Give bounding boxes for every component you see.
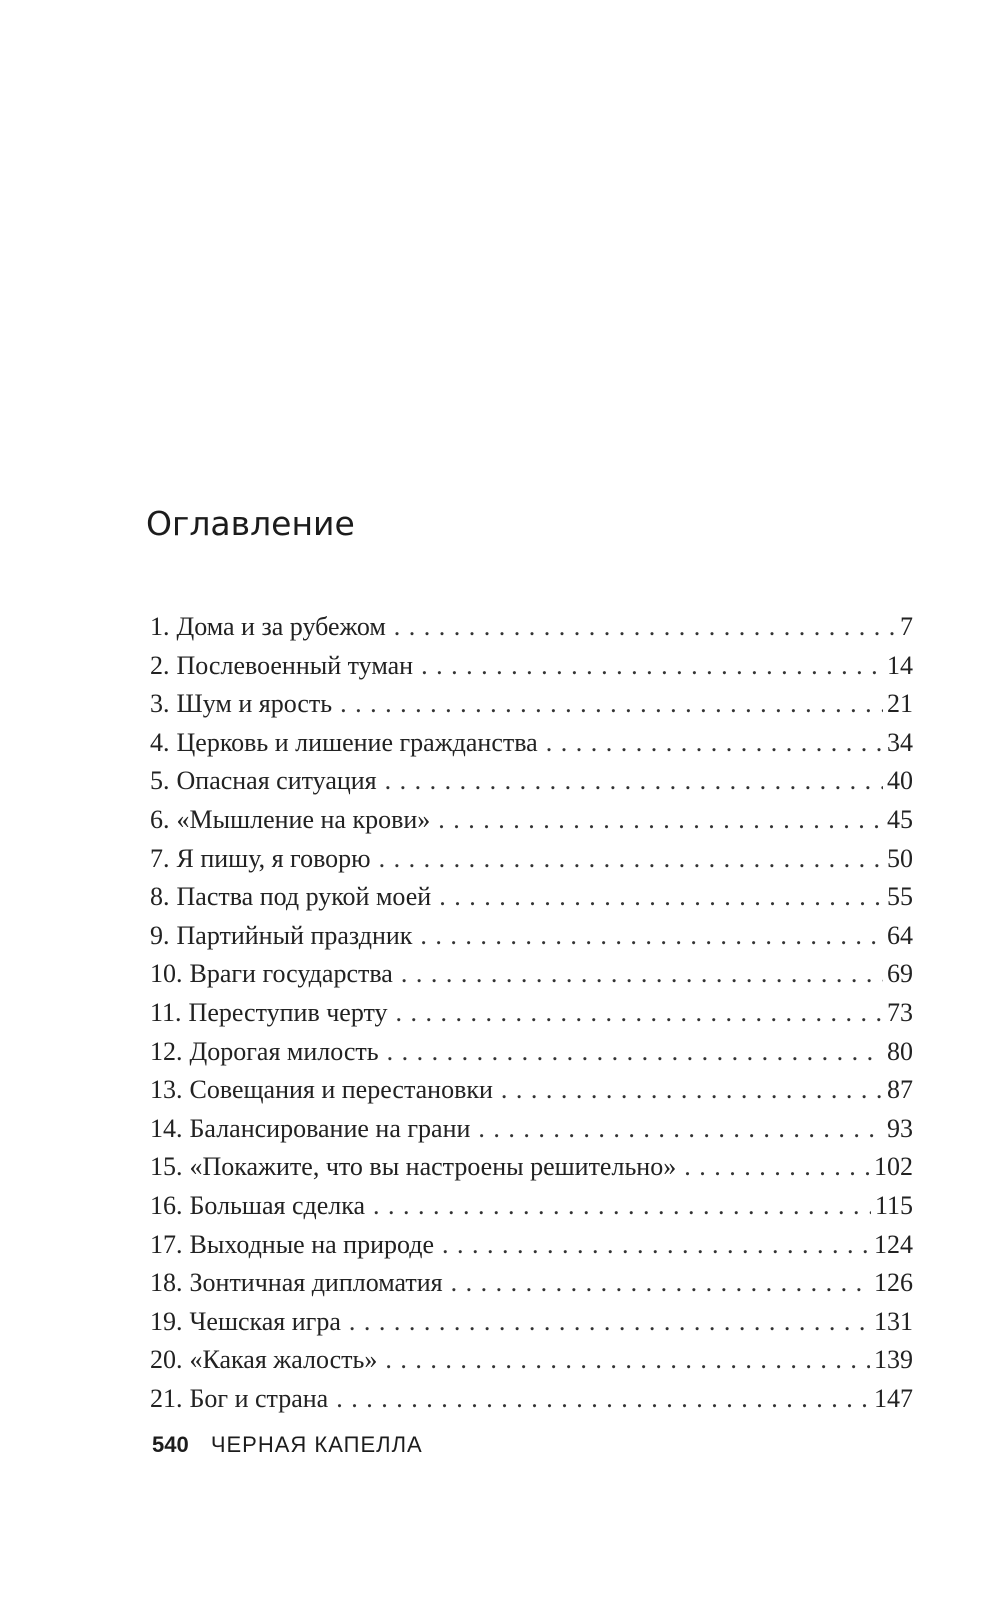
dot-leader — [684, 1152, 870, 1182]
toc-entry-number: 1. — [150, 612, 170, 641]
toc-entry — [150, 998, 913, 1037]
toc-entry-number: 17. — [150, 1229, 183, 1259]
toc-entry-page: 124 — [874, 1229, 913, 1259]
toc-entry-page: 7 — [900, 612, 913, 641]
toc-entry-page: 93 — [887, 1113, 913, 1143]
dot-leader — [546, 728, 883, 758]
toc-entry-title: «Мышление на крови» — [176, 804, 431, 834]
toc-entry-title: Балансирование на грани — [189, 1113, 471, 1143]
toc-entry-page: 55 — [887, 882, 913, 912]
dot-leader — [501, 1075, 883, 1105]
dot-leader — [439, 882, 883, 912]
toc-entry-title: Зонтичная дипломатия — [189, 1268, 443, 1298]
toc-entry-page: 131 — [874, 1306, 913, 1336]
toc-entry-number: 2. — [150, 650, 170, 680]
toc-entry-title: Опасная ситуация — [176, 766, 377, 796]
toc-entry-number: 12. — [150, 1036, 183, 1066]
toc-entry-number: 3. — [150, 689, 170, 719]
toc-entry-number: 18. — [150, 1268, 183, 1298]
toc-entry — [150, 1037, 913, 1076]
dot-leader — [373, 1191, 871, 1221]
toc-entry-page: 64 — [887, 920, 913, 950]
toc-entry-title: Шум и ярость — [176, 689, 333, 719]
toc-entry-title: Дома и за рубежом — [176, 612, 386, 641]
toc-entry-number: 8. — [150, 882, 170, 912]
dot-leader — [438, 805, 883, 835]
toc-entry-number: 10. — [150, 959, 183, 989]
toc-entry-title: «Какая жалость» — [189, 1345, 378, 1375]
dot-leader — [336, 1384, 870, 1414]
toc-entry-number: 14. — [150, 1113, 183, 1143]
dot-leader — [385, 1345, 870, 1375]
toc-entry-page: 14 — [887, 650, 913, 680]
toc-entry-page: 40 — [887, 766, 913, 796]
toc-entry-number: 15. — [150, 1152, 183, 1182]
toc-entry — [150, 728, 913, 767]
dot-leader — [349, 1307, 870, 1337]
toc-entry-page: 102 — [874, 1152, 913, 1182]
toc-entry-page: 21 — [887, 689, 913, 719]
toc-entry-page: 50 — [887, 843, 913, 873]
toc-entry-title: Выходные на природе — [189, 1229, 435, 1259]
toc-entry-number: 4. — [150, 727, 170, 757]
toc-entry — [150, 1114, 913, 1153]
toc-entry — [150, 1075, 913, 1114]
page-footer — [152, 1432, 423, 1458]
toc-entry-number: 21. — [150, 1383, 183, 1413]
toc-entry — [150, 612, 913, 651]
toc-entry-page: 34 — [887, 727, 913, 757]
toc-entry-number: 13. — [150, 1075, 183, 1105]
toc-entry-page: 45 — [887, 804, 913, 834]
dot-leader — [478, 1114, 883, 1144]
toc-entry-number: 19. — [150, 1306, 183, 1336]
toc-entry-number: 11. — [150, 997, 182, 1027]
toc-entry — [150, 1191, 913, 1230]
toc-entry-title: Бог и страна — [189, 1383, 329, 1413]
toc-entry-title: Партийный праздник — [176, 920, 413, 950]
toc-entry-page: 87 — [887, 1075, 913, 1105]
toc-entry-number: 16. — [150, 1190, 183, 1220]
dot-leader — [379, 844, 883, 874]
dot-leader — [420, 921, 883, 951]
toc-entry — [150, 1152, 913, 1191]
toc-entry-number: 7. — [150, 843, 170, 873]
toc-entry-page: 80 — [887, 1036, 913, 1066]
toc-entry-title: Послевоенный туман — [176, 650, 414, 680]
toc-entry — [150, 689, 913, 728]
toc-entry — [150, 844, 913, 883]
dot-leader — [442, 1230, 870, 1260]
toc-entry — [150, 1345, 913, 1384]
toc-entry-page: 147 — [874, 1383, 913, 1413]
toc-entry-title: Переступив черту — [188, 997, 388, 1027]
toc-entry-page: 115 — [874, 1190, 913, 1220]
toc-entry-title: Совещания и перестановки — [189, 1075, 493, 1105]
dot-leader — [394, 612, 896, 642]
toc-entry-title: Паства под рукой моей — [176, 882, 432, 912]
toc-entry-title: Дорогая милость — [189, 1036, 379, 1066]
dot-leader — [421, 651, 883, 681]
toc-entry — [150, 1268, 913, 1307]
dot-leader — [396, 998, 883, 1028]
toc-entry — [150, 882, 913, 921]
dot-leader — [385, 766, 883, 796]
toc-entry-title: Я пишу, я говорю — [176, 843, 371, 873]
toc-entry — [150, 651, 913, 690]
toc-entry — [150, 959, 913, 998]
table-of-contents — [150, 612, 913, 1422]
toc-entry-number: 5. — [150, 766, 170, 796]
toc-entry — [150, 1384, 913, 1423]
toc-entry-title: Церковь и лишение гражданства — [176, 727, 538, 757]
toc-entry-number: 20. — [150, 1345, 183, 1375]
dot-leader — [387, 1037, 883, 1067]
toc-entry — [150, 921, 913, 960]
toc-entry-number: 6. — [150, 804, 170, 834]
toc-entry — [150, 805, 913, 844]
page-title: Оглавление — [146, 504, 355, 544]
toc-entry-title: Враги государства — [189, 959, 393, 989]
toc-entry — [150, 1230, 913, 1269]
toc-entry — [150, 766, 913, 805]
page-number: 540 — [152, 1432, 189, 1457]
toc-entry-page: 139 — [874, 1345, 913, 1375]
toc-entry-page: 73 — [887, 997, 913, 1027]
running-head: ЧЕРНАЯ КАПЕЛЛА — [210, 1432, 423, 1457]
dot-leader — [401, 959, 883, 989]
toc-entry-title: «Покажите, что вы настроены решительно» — [189, 1152, 677, 1182]
toc-entry-title: Большая сделка — [189, 1190, 365, 1220]
toc-entry-page: 126 — [874, 1268, 913, 1298]
toc-entry — [150, 1307, 913, 1346]
toc-entry-page: 69 — [887, 959, 913, 989]
toc-entry-number: 9. — [150, 920, 170, 950]
toc-entry-title: Чешская игра — [189, 1306, 341, 1336]
dot-leader — [340, 689, 883, 719]
dot-leader — [451, 1268, 870, 1298]
